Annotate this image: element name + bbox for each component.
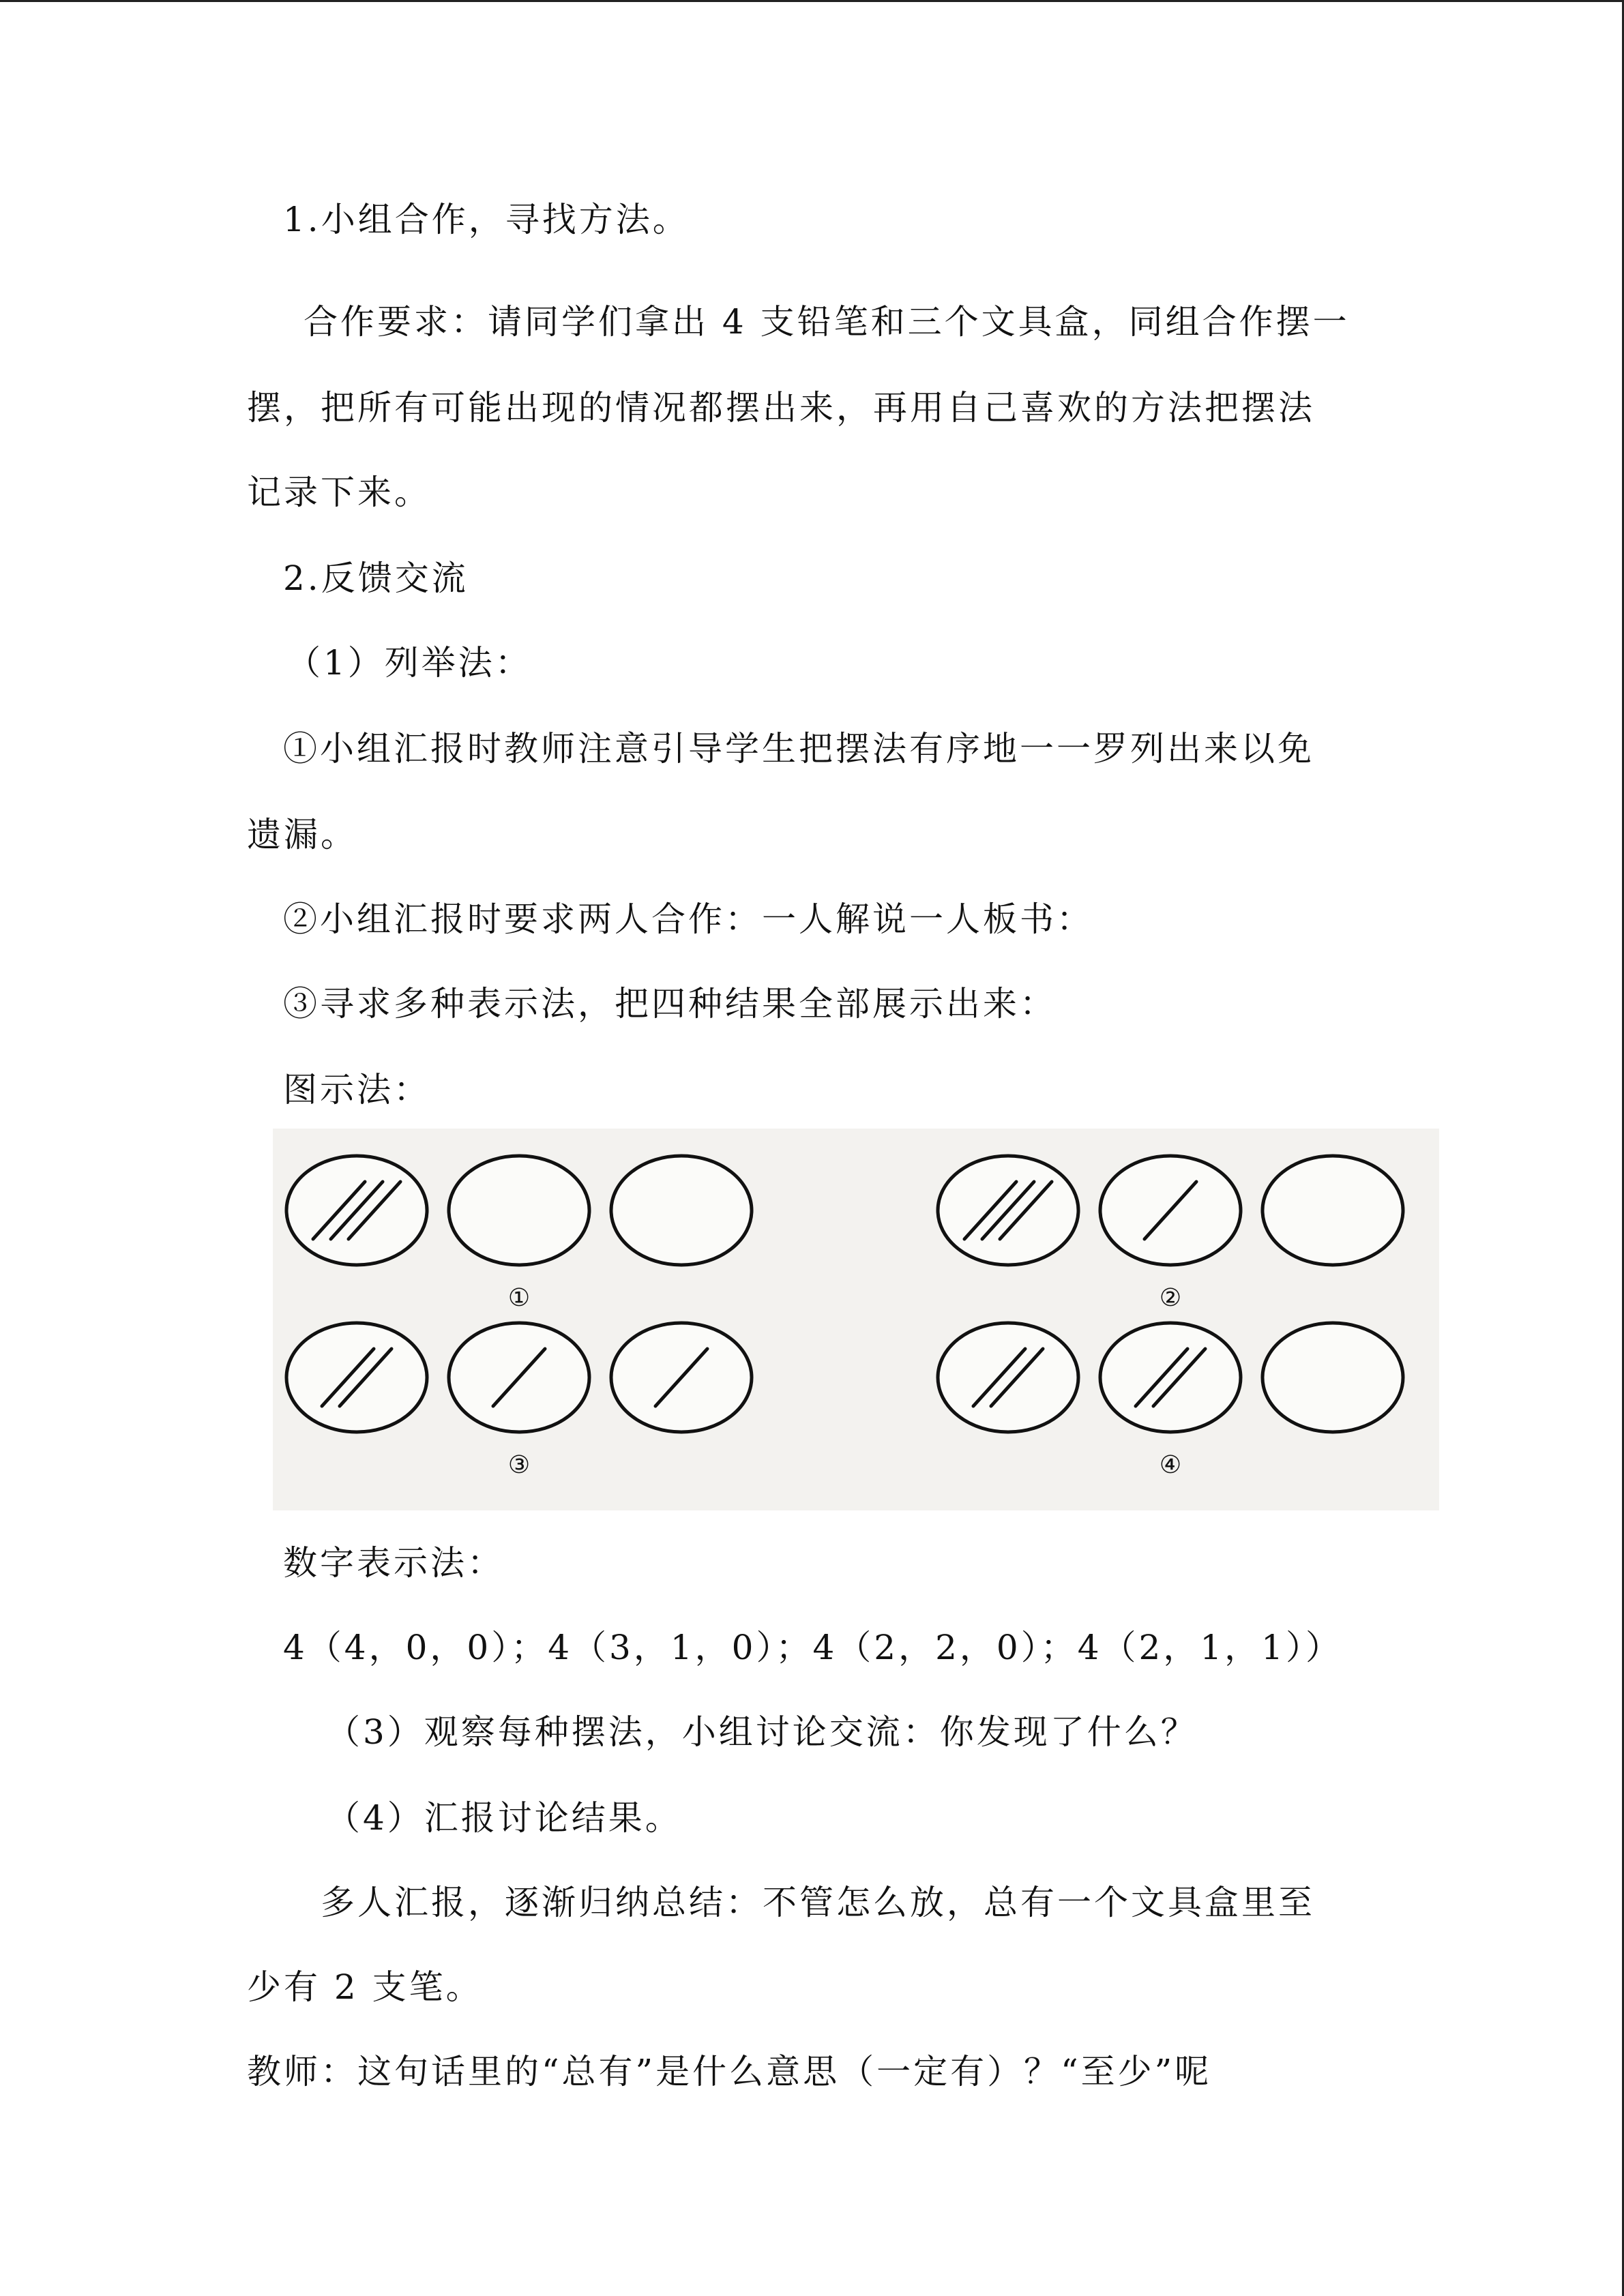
note-3: ③寻求多种表示法，把四种结果全部展示出来： — [283, 984, 1057, 1024]
pencil-box-diagram — [273, 1129, 1439, 1510]
cooperation-requirement-cont-1: 摆，把所有可能出现的情况都摆出来，再用自己喜欢的方法把摆法 — [247, 388, 1315, 428]
cooperation-requirement: 合作要求：请同学们拿出 4 支铅笔和三个文具盒，同组合作摆一 — [304, 302, 1350, 342]
step-2-heading: 2.反馈交流 — [283, 558, 469, 598]
arrangement-label-2: ② — [1159, 1284, 1182, 1312]
diagram-method-label: 图示法： — [283, 1070, 430, 1109]
note-1: ①小组汇报时教师注意引导学生把摆法有序地一一罗列出来以免 — [283, 729, 1314, 769]
diagram-background — [273, 1129, 1439, 1510]
arrangement-label-4: ④ — [1159, 1451, 1182, 1479]
teacher-question: 教师：这句话里的“总有”是什么意思（一定有）？“至少”呢 — [247, 2052, 1212, 2091]
arrangement-label-3: ③ — [507, 1451, 531, 1479]
top-border — [0, 0, 1624, 2]
note-1-cont: 遗漏。 — [247, 815, 357, 854]
pencil-box-3 — [1263, 1156, 1403, 1265]
pencil-box-3 — [611, 1156, 752, 1265]
step-4: （4）汇报讨论结果。 — [326, 1798, 682, 1838]
number-representation: 4（4，0，0）；4（3，1，0）；4（2，2，0）；4（2，1，1）） — [283, 1628, 1342, 1667]
pencil-box-2 — [1100, 1323, 1241, 1432]
pencil-box-1 — [938, 1323, 1078, 1432]
note-2: ②小组汇报时要求两人合作：一人解说一人板书： — [283, 899, 1093, 939]
cooperation-requirement-cont-2: 记录下来。 — [247, 473, 431, 512]
pencil-box-1 — [286, 1323, 427, 1432]
number-method-label: 数字表示法： — [283, 1543, 504, 1583]
step-1-heading: 1.小组合作，寻找方法。 — [283, 200, 690, 239]
summary-cont: 少有 2 支笔。 — [247, 1967, 483, 2007]
pencil-box-2 — [449, 1156, 589, 1265]
pencil-box-3 — [1263, 1323, 1403, 1432]
pencil-box-diagram-svg — [273, 1129, 1439, 1510]
summary: 多人汇报，逐渐归纳总结：不管怎么放，总有一个文具盒里至 — [321, 1883, 1315, 1922]
step-3: （3）观察每种摆法，小组讨论交流：你发现了什么？ — [326, 1712, 1198, 1752]
enumeration-heading: （1）列举法： — [286, 643, 532, 683]
arrangement-label-1: ① — [507, 1284, 531, 1312]
